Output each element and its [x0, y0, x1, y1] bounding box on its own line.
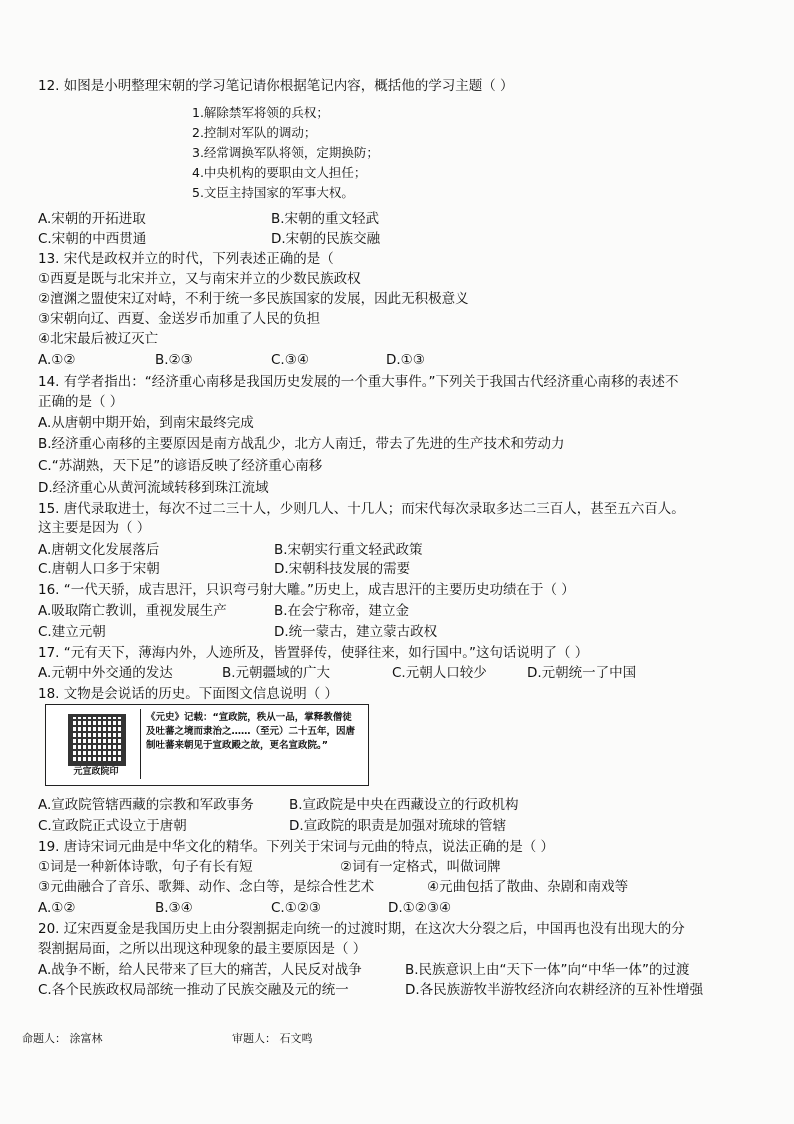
q15-option-a: A.唐朝文化发展落后	[38, 542, 160, 558]
q18-option-b: B.宣政院是中央在西藏设立的行政机构	[289, 797, 519, 813]
q12-note-3: 3.经常调换军队将领，定期换防；	[192, 145, 379, 160]
q20-option-c: C.各个民族政权局部统一推动了民族交融及元的统一	[38, 982, 349, 998]
q18-quote: 《元史》记载：“宣政院，秩从一品，掌释教僧徒及吐蕃之境而隶治之……（至元）二十五年，因唐制吐蕃来朝见于宣政殿之故，更名宣政院。”	[146, 712, 356, 751]
q12-note-5: 5.文臣主持国家的军事大权。	[192, 185, 354, 200]
q15-stem-line1: 15. 唐代录取进士，每次不过二三十人，少则几人、十几人；而宋代每次录取多达二三百人，甚至五六百人。	[38, 501, 685, 517]
q13-option-c: C.③④	[271, 352, 309, 368]
q18-option-d: D.宣政院的职责是加强对琉球的管辖	[289, 818, 507, 834]
q18-stem: 18. 文物是会说话的历史。下面图文信息说明（ ）	[38, 686, 339, 702]
q18-option-a: A.宣政院管辖西藏的宗教和军政事务	[38, 797, 254, 813]
q12-note-4: 4.中央机构的要职由文人担任；	[192, 165, 367, 180]
q16-stem: 16. “一代天骄，成吉思汗，只识弯弓射大雕。”历史上，成吉思汗的主要历史功绩在于（ ）	[38, 582, 575, 598]
q19-item-4: ④元曲包括了散曲、杂剧和南戏等	[427, 879, 629, 895]
q19-stem: 19. 唐诗宋词元曲是中华文化的精华。下列关于宋词与元曲的特点，说法正确的是（ ）	[38, 839, 555, 855]
q19-item-2: ②词有一定格式，叫做词牌	[340, 859, 501, 875]
q13-option-a: A.①②	[38, 352, 76, 368]
q13-item-1: ①西夏是既与北宋并立，又与南宋并立的少数民族政权	[38, 271, 361, 287]
q20-stem-line2: 裂割据局面，之所以出现这种现象的最主要原因是（ ）	[38, 941, 367, 957]
q12-note-2: 2.控制对军队的调动；	[192, 125, 317, 140]
q16-option-a: A.吸取隋亡教训，重视发展生产	[38, 603, 227, 619]
q16-option-b: B.在会宁称帝，建立金	[274, 603, 410, 619]
q13-item-2: ②澶渊之盟使宋辽对峙，不利于统一多民族国家的发展，因此无积极意义	[38, 291, 469, 307]
q19-item-1: ①词是一种新体诗歌，句子有长有短	[38, 859, 253, 875]
q13-item-3: ③宋朝向辽、西夏、金送岁币加重了人民的负担	[38, 311, 321, 327]
q15-option-c: C.唐朝人口多于宋朝	[38, 561, 160, 577]
q12-option-a: A.宋朝的开拓进取	[38, 211, 146, 227]
q15-option-b: B.宋朝实行重文轻武政策	[274, 542, 423, 558]
q14-stem-line2: 正确的是（ ）	[38, 394, 124, 410]
q13-option-d: D.①③	[386, 352, 425, 368]
q18-option-c: C.宣政院正式设立于唐朝	[38, 818, 187, 834]
q17-option-a: A.元朝中外交通的发达	[38, 665, 173, 681]
q13-stem: 13. 宋代是政权并立的时代，下列表述正确的是（	[38, 251, 334, 267]
q12-option-b: B.宋朝的重文轻武	[271, 211, 380, 227]
q12-stem: 12. 如图是小明整理宋朝的学习笔记请你根据笔记内容，概括他的学习主题（ ）	[38, 78, 514, 94]
q17-option-c: C.元朝人口较少	[392, 665, 487, 681]
q14-option-a: A.从唐朝中期开始，到南宋最终完成	[38, 415, 254, 431]
seal-image-box	[50, 709, 141, 779]
q14-option-b: B.经济重心南移的主要原因是南方战乱少，北方人南迁，带去了先进的生产技术和劳动力	[38, 436, 565, 452]
q19-item-3: ③元曲融合了音乐、歌舞、动作、念白等，是综合性艺术	[38, 879, 375, 895]
q15-option-d: D.宋朝科技发展的需要	[274, 561, 411, 577]
q12-option-c: C.宋朝的中西贯通	[38, 231, 147, 247]
q20-option-d: D.各民族游牧半游牧经济向农耕经济的互补性增强	[405, 982, 704, 998]
q18-figure	[45, 704, 369, 786]
footer-reviewer: 审题人： 石文鸣	[232, 1032, 313, 1045]
q14-option-c: C.“苏湖熟，天下足”的谚语反映了经济重心南移	[38, 458, 323, 474]
q16-option-c: C.建立元朝	[38, 624, 106, 640]
q13-item-4: ④北宋最后被辽灭亡	[38, 331, 159, 347]
q20-stem-line1: 20. 辽宋西夏金是我国历史上由分裂割据走向统一的过渡时期，在这次大分裂之后，中国再也没有出现大的分	[38, 921, 685, 937]
q12-option-d: D.宋朝的民族交融	[271, 231, 381, 247]
q20-option-b: B.民族意识上由“天下一体”向“中华一体”的过渡	[405, 962, 690, 978]
seal-caption: 元宣政院印	[73, 767, 119, 777]
q12-note-1: 1.解除禁军将领的兵权；	[192, 105, 329, 120]
q14-option-d: D.经济重心从黄河流域转移到珠江流域	[38, 480, 269, 496]
q14-stem-line1: 14. 有学者指出：“经济重心南移是我国历史发展的一个重大事件。”下列关于我国古代经济重心南移的表述不	[38, 374, 679, 390]
q16-option-d: D.统一蒙古，建立蒙古政权	[274, 624, 438, 640]
q19-option-d: D.①②③④	[388, 900, 452, 916]
q19-option-b: B.③④	[155, 900, 193, 916]
q13-option-b: B.②③	[155, 352, 193, 368]
q19-option-c: C.①②③	[271, 900, 322, 916]
q17-option-d: D.元朝统一了中国	[527, 665, 637, 681]
q17-stem: 17. “元有天下，薄海内外，人迹所及，皆置驿传，使驿往来，如行国中。”这句话说明了（ ）	[38, 645, 589, 661]
q20-option-a: A.战争不断，给人民带来了巨大的痛苦，人民反对战争	[38, 962, 362, 978]
seal-image	[68, 714, 126, 766]
q17-option-b: B.元朝疆域的广大	[222, 665, 331, 681]
footer-author: 命题人： 涂富林	[22, 1032, 103, 1045]
q15-stem-line2: 这主要是因为（ ）	[38, 520, 151, 536]
q19-option-a: A.①②	[38, 900, 76, 916]
